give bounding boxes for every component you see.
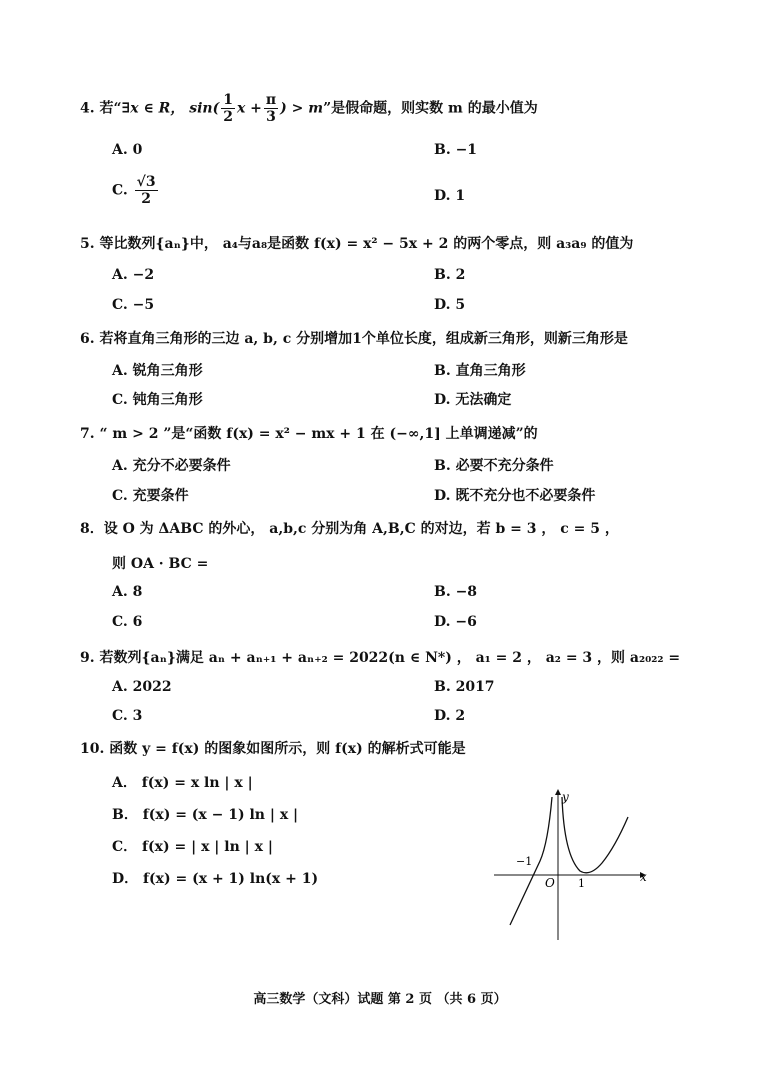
- q5-option-c[interactable]: C. −5: [112, 297, 155, 313]
- y-axis-label: y: [562, 790, 569, 804]
- q4-stem-expr: ∃x ∈ R， sin(: [121, 100, 220, 117]
- question-4-stem: [80, 92, 538, 125]
- q5-option-d[interactable]: D. 5: [434, 297, 466, 313]
- q4-option-a[interactable]: A. 0: [112, 142, 143, 158]
- tick-label-1: 1: [578, 877, 585, 890]
- question-8-stem: 8．设 O 为 ΔABC 的外心， a,b,c 分别为角 A,B,C 的对边，若 b = 3 ， c = 5 ，: [80, 521, 619, 537]
- q6-option-d[interactable]: D. 无法确定: [434, 392, 512, 408]
- q8-option-b[interactable]: B. −8: [434, 584, 478, 600]
- question-7-stem: 7. “ m > 2 ”是“函数 f(x) = x² − mx + 1 在 (−∞,1] 上单调递减”的: [80, 426, 538, 442]
- q5-option-a[interactable]: A. −2: [112, 267, 155, 283]
- q10-option-c[interactable]: C． f(x) = | x | ln | x |: [112, 839, 273, 855]
- q4-option-c-den: 2: [141, 191, 151, 207]
- q10-option-d[interactable]: D． f(x) = (x + 1) ln(x + 1): [112, 871, 319, 887]
- question-10-stem: 10. 函数 y = f(x) 的图象如图所示，则 f(x) 的解析式可能是: [80, 741, 466, 757]
- q8-option-d[interactable]: D. −6: [434, 614, 477, 630]
- q6-option-a[interactable]: A. 锐角三角形: [112, 363, 203, 379]
- q6-option-b[interactable]: B. 直角三角形: [434, 363, 526, 379]
- q7-option-c[interactable]: C. 充要条件: [112, 488, 189, 504]
- q4-stem-suffix: ”是假命题，则实数 m 的最小值为: [323, 100, 538, 117]
- tick-label-neg1: −1: [516, 855, 533, 868]
- q4-option-c[interactable]: [112, 174, 160, 207]
- q6-option-c[interactable]: C. 钝角三角形: [112, 392, 203, 408]
- question-6-stem: 6. 若将直角三角形的三边 a, b, c 分别增加1个单位长度，组成新三角形，则新三角形是: [80, 331, 628, 347]
- q4-frac2-num: π: [265, 92, 277, 108]
- y-axis-arrow-icon: [555, 789, 561, 795]
- q4-option-b[interactable]: B. −1: [434, 142, 478, 158]
- q10-function-graph: [490, 785, 650, 945]
- q5-option-b[interactable]: B. 2: [434, 267, 466, 283]
- q4-frac1-num: 1: [223, 92, 233, 108]
- page-footer: 高三数学（文科）试题 第 2 页 （共 6 页）: [253, 992, 507, 1007]
- q8-option-c[interactable]: C. 6: [112, 614, 143, 630]
- q4-option-c-fraction: [135, 174, 158, 207]
- q9-option-b[interactable]: B. 2017: [434, 679, 495, 695]
- q4-option-c-label: C.: [112, 182, 128, 199]
- curve-right-branch: [562, 797, 628, 873]
- q4-stem-prefix: 4. 若“: [80, 100, 122, 117]
- x-axis-label: x: [640, 870, 647, 884]
- q9-option-c[interactable]: C. 3: [112, 708, 143, 724]
- q7-option-b[interactable]: B. 必要不充分条件: [434, 458, 554, 474]
- origin-label: O: [545, 876, 555, 890]
- question-8-stem-line2: 则 OA · BC =: [112, 556, 209, 572]
- q4-option-d[interactable]: D. 1: [434, 188, 466, 204]
- q9-option-d[interactable]: D. 2: [434, 708, 466, 724]
- q4-fraction-pi-third: [264, 92, 278, 125]
- q4-option-c-num: √3: [136, 174, 156, 190]
- q9-option-a[interactable]: A. 2022: [112, 679, 172, 695]
- q7-option-d[interactable]: D. 既不充分也不必要条件: [434, 488, 596, 504]
- q4-stem-mid: x +: [236, 100, 262, 117]
- q4-stem-gt-m: ) > m: [280, 100, 324, 117]
- q4-frac2-den: 3: [266, 109, 276, 125]
- question-9-stem: 9. 若数列{aₙ}满足 aₙ + aₙ₊₁ + aₙ₊₂ = 2022(n ∈ N*) ， a₁ = 2 ， a₂ = 3 ，则 a₂₀₂₂ =: [80, 650, 681, 666]
- q10-option-a[interactable]: A． f(x) = x ln | x |: [112, 775, 253, 791]
- q7-option-a[interactable]: A. 充分不必要条件: [112, 458, 231, 474]
- q4-fraction-half: [221, 92, 235, 125]
- q8-option-a[interactable]: A. 8: [112, 584, 143, 600]
- q10-option-b[interactable]: B． f(x) = (x − 1) ln | x |: [112, 807, 299, 823]
- q4-frac1-den: 2: [223, 109, 233, 125]
- question-5-stem: 5. 等比数列{aₙ}中， a₄与a₈是函数 f(x) = x² − 5x + 2 的两个零点，则 a₃a₉ 的值为: [80, 236, 634, 252]
